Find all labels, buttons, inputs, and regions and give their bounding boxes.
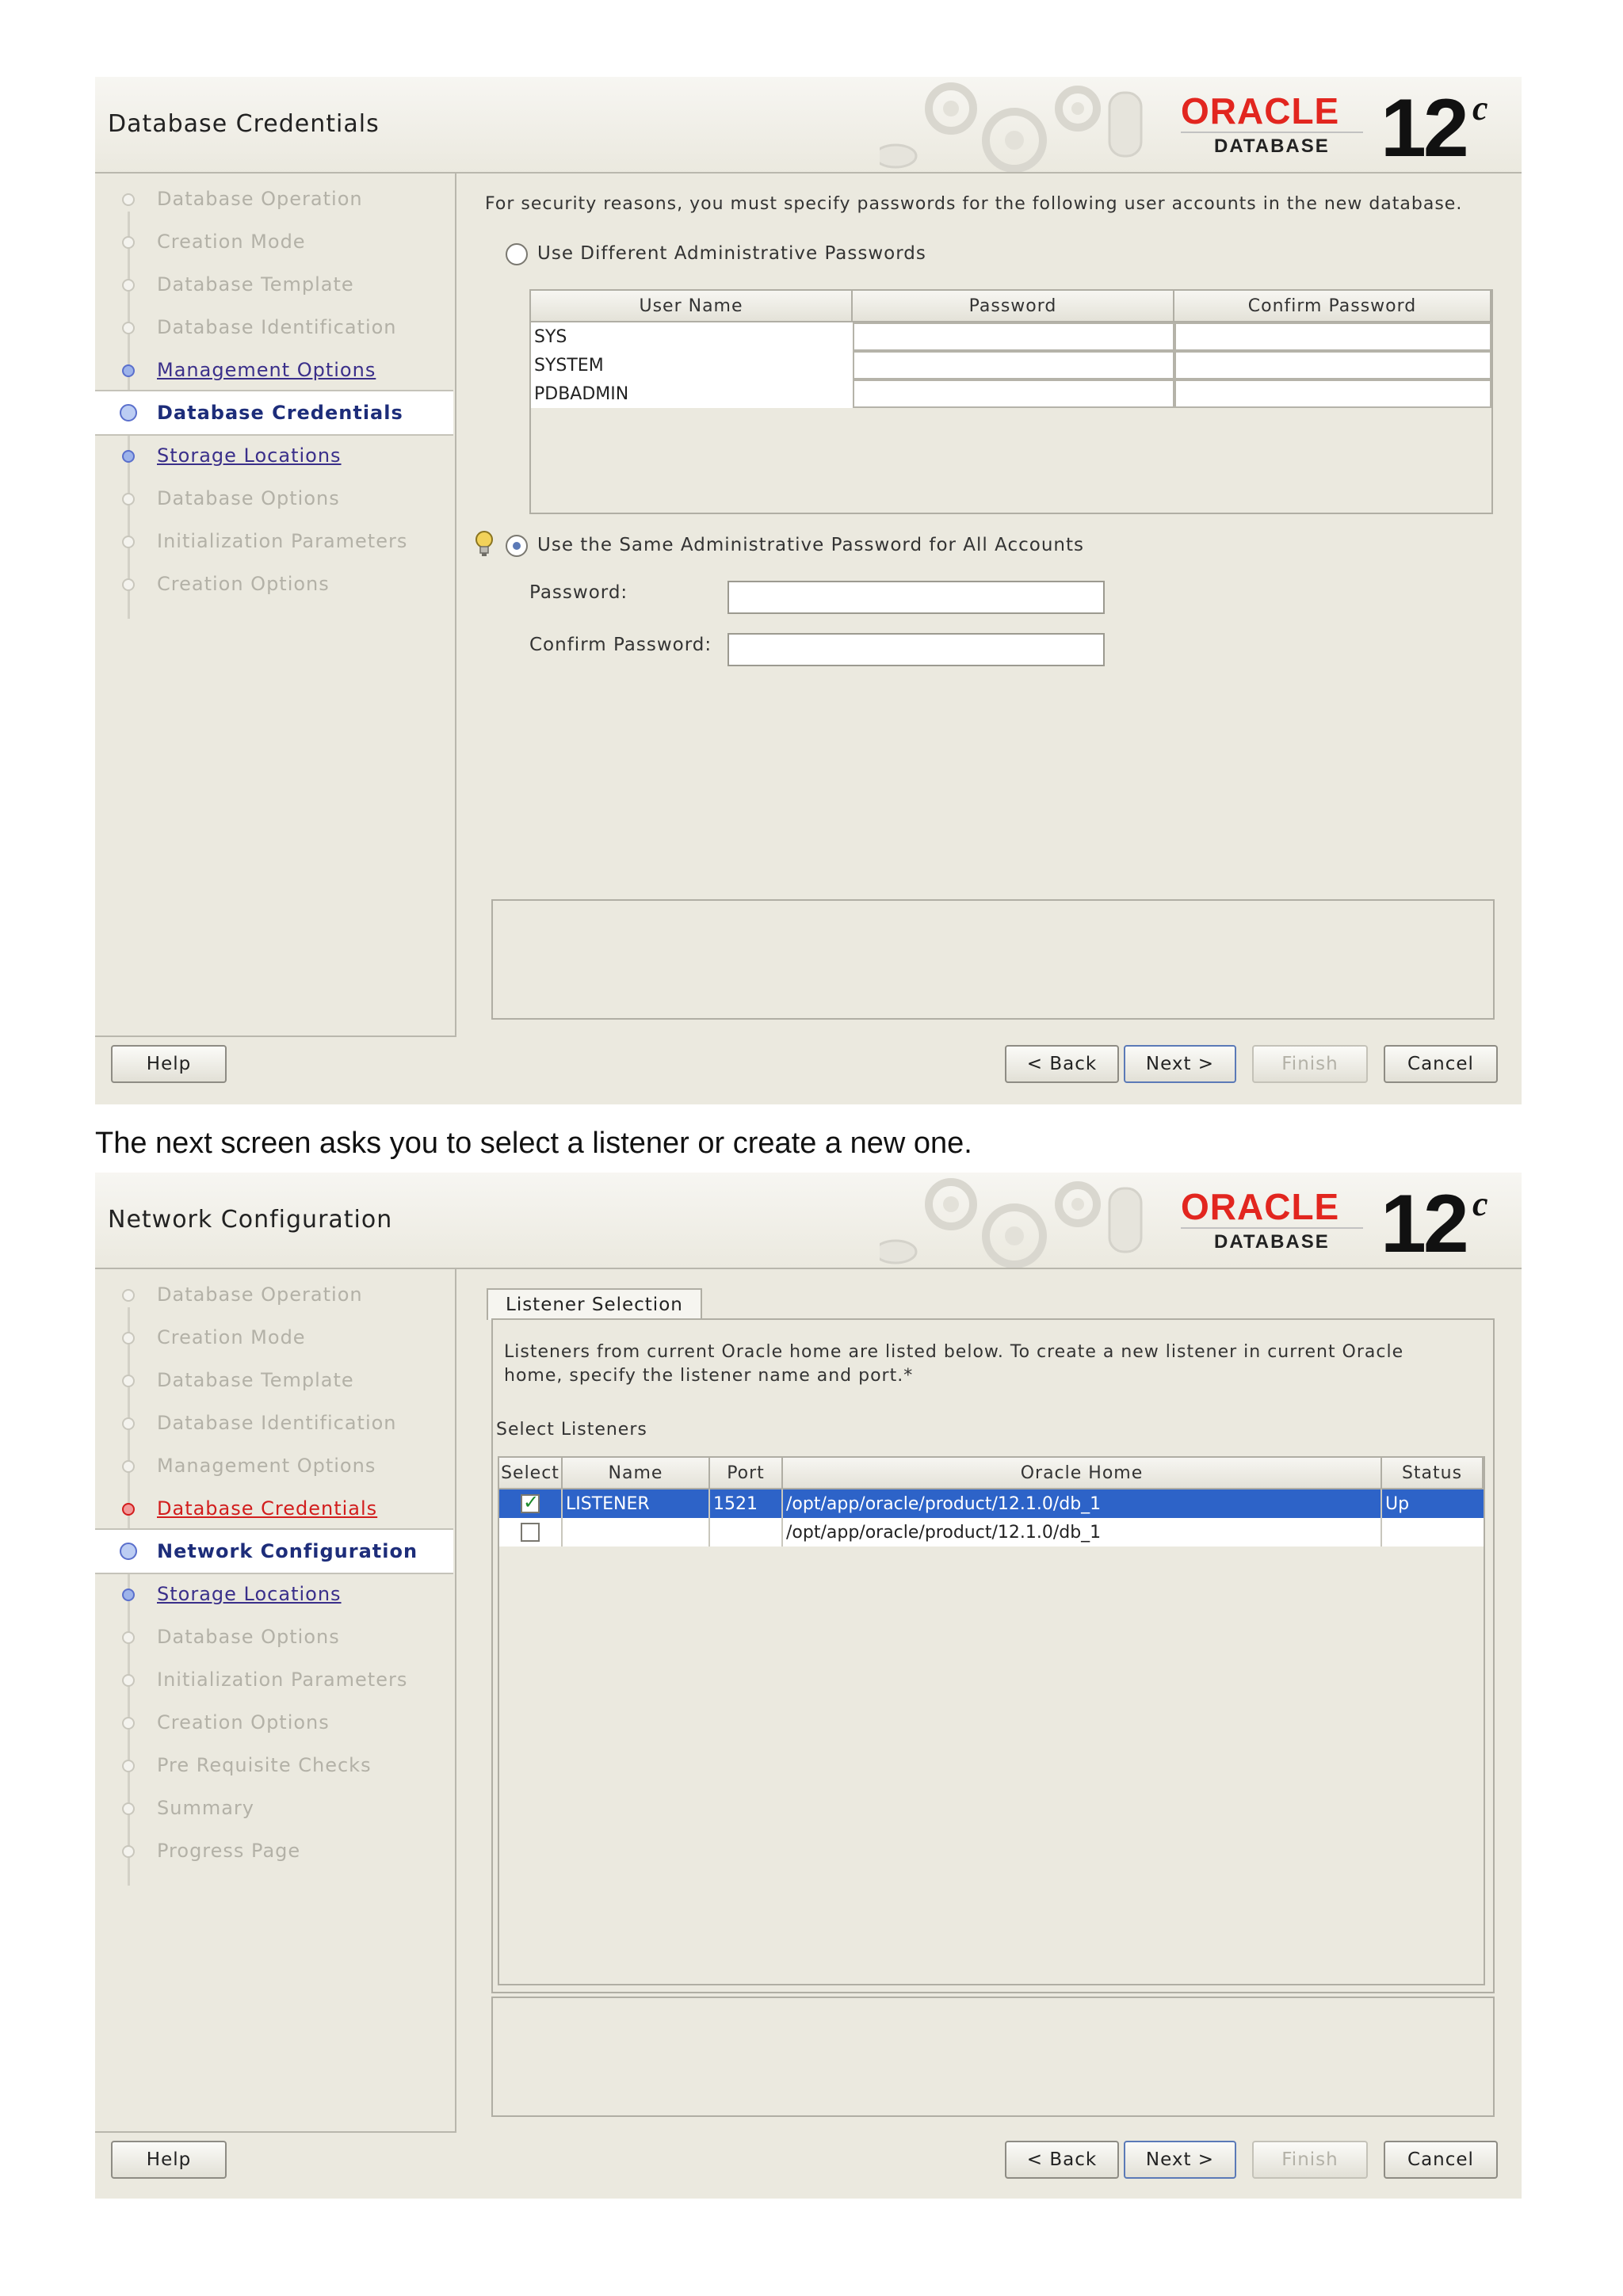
- page-title: Database Credentials: [108, 110, 380, 138]
- database-credentials-window: [95, 77, 1522, 1104]
- step-pre-requisite-checks: Pre Requisite Checks: [95, 1744, 453, 1787]
- listener-status-cell: Up: [1382, 1489, 1484, 1518]
- column-header-select[interactable]: Select: [499, 1458, 563, 1489]
- step-database-credentials[interactable]: Database Credentials: [95, 1487, 453, 1530]
- column-header-name[interactable]: Name: [563, 1458, 710, 1489]
- different-passwords-radio[interactable]: [506, 243, 528, 265]
- lightbulb-hint-icon: [474, 530, 495, 559]
- cancel-button[interactable]: Cancel: [1384, 1045, 1498, 1083]
- gears-decoration-icon: [880, 77, 1228, 172]
- back-button[interactable]: < Back: [1005, 2141, 1119, 2179]
- step-initialization-parameters: Initialization Parameters: [95, 1658, 453, 1701]
- listener-name-cell[interactable]: [563, 1518, 710, 1547]
- finish-button[interactable]: Finish: [1252, 1045, 1368, 1083]
- step-current-icon: [120, 404, 137, 421]
- listener-port-cell: 1521: [710, 1489, 783, 1518]
- step-progress-page: Progress Page: [95, 1829, 453, 1872]
- table-row: [531, 379, 1491, 408]
- cancel-button[interactable]: Cancel: [1384, 2141, 1498, 2179]
- confirm-password-cell[interactable]: [1174, 351, 1491, 379]
- next-button[interactable]: Next >: [1124, 1045, 1236, 1083]
- step-database-template: Database Template: [95, 263, 453, 306]
- oracle-logo: ORACLE DATABASE 12 c: [1181, 1178, 1488, 1270]
- message-area: [491, 899, 1495, 1020]
- gears-decoration-icon: [880, 1173, 1228, 1268]
- listener-status-cell: [1382, 1518, 1484, 1547]
- step-marker-icon: [122, 1417, 135, 1430]
- column-header-oracle-home[interactable]: Oracle Home: [783, 1458, 1382, 1489]
- step-marker-icon: [122, 1674, 135, 1687]
- step-creation-mode: Creation Mode: [95, 1316, 453, 1359]
- user-name-cell: PDBADMIN: [531, 379, 853, 408]
- confirm-password-input[interactable]: [727, 633, 1105, 666]
- step-marker-icon: [122, 450, 135, 463]
- column-header-confirm-password[interactable]: Confirm Password: [1174, 291, 1491, 322]
- table-row[interactable]: [499, 1518, 1484, 1547]
- step-database-identification: Database Identification: [95, 1402, 453, 1444]
- same-password-radio[interactable]: [506, 535, 528, 557]
- step-current-icon: [120, 1543, 137, 1560]
- step-marker-icon: [122, 1332, 135, 1344]
- caption-text: The next screen asks you to select a listener or create a new one.: [95, 1127, 972, 1160]
- step-management-options: Management Options: [95, 1444, 453, 1487]
- column-header-password[interactable]: Password: [853, 291, 1174, 322]
- step-marker-icon: [122, 236, 135, 249]
- confirm-password-cell[interactable]: [1174, 322, 1491, 351]
- step-database-credentials: Database Credentials: [95, 390, 453, 436]
- password-input[interactable]: [727, 581, 1105, 614]
- wizard-steps-sidebar: [95, 174, 456, 1037]
- finish-button[interactable]: Finish: [1252, 2141, 1368, 2179]
- step-database-operation: Database Operation: [95, 1273, 453, 1316]
- table-row: [531, 351, 1491, 379]
- column-header-port[interactable]: Port: [710, 1458, 783, 1489]
- step-database-options: Database Options: [95, 1615, 453, 1658]
- listener-description-line1: Listeners from current Oracle home are listed below. To create a new listener in current Oracle: [504, 1342, 1404, 1362]
- listener-port-cell[interactable]: [710, 1518, 783, 1547]
- column-header-user-name[interactable]: User Name: [531, 291, 853, 322]
- tab-listener-selection[interactable]: Listener Selection: [487, 1288, 702, 1320]
- wizard-header: [95, 1173, 1522, 1269]
- step-marker-icon: [122, 578, 135, 591]
- step-initialization-parameters: Initialization Parameters: [95, 520, 453, 563]
- step-marker-icon: [122, 1760, 135, 1772]
- user-name-cell: SYS: [531, 322, 853, 351]
- user-password-table: [529, 289, 1493, 514]
- step-creation-options: Creation Options: [95, 563, 453, 605]
- step-marker-icon: [122, 536, 135, 548]
- step-database-operation: Database Operation: [95, 177, 453, 220]
- user-name-cell: SYSTEM: [531, 351, 853, 379]
- listeners-table: [498, 1456, 1485, 1985]
- step-marker-icon: [122, 279, 135, 292]
- step-storage-locations[interactable]: Storage Locations: [95, 1573, 453, 1615]
- table-row[interactable]: [499, 1489, 1484, 1518]
- step-creation-options: Creation Options: [95, 1701, 453, 1744]
- back-button[interactable]: < Back: [1005, 1045, 1119, 1083]
- select-listeners-label: Select Listeners: [496, 1420, 647, 1440]
- listener-description-line2: home, specify the listener name and port.*: [504, 1366, 914, 1386]
- step-marker-icon: [122, 1631, 135, 1644]
- help-button[interactable]: Help: [111, 2141, 227, 2179]
- listener-home-cell: /opt/app/oracle/product/12.1.0/db_1: [783, 1489, 1382, 1518]
- help-button[interactable]: Help: [111, 1045, 227, 1083]
- step-marker-icon: [122, 1460, 135, 1473]
- oracle-logo: ORACLE DATABASE 12 c: [1181, 82, 1488, 174]
- security-intro-text: For security reasons, you must specify passwords for the following user accounts in the new database.: [485, 194, 1463, 214]
- step-database-options: Database Options: [95, 477, 453, 520]
- password-cell[interactable]: [853, 351, 1174, 379]
- table-row: [531, 322, 1491, 351]
- column-header-status[interactable]: Status: [1382, 1458, 1484, 1489]
- network-configuration-window: [95, 1173, 1522, 2199]
- listener-select-checkbox[interactable]: [521, 1523, 540, 1542]
- confirm-password-label: Confirm Password:: [529, 635, 712, 655]
- step-marker-icon: [122, 1289, 135, 1302]
- listener-select-checkbox[interactable]: [521, 1494, 540, 1513]
- step-marker-icon: [122, 1845, 135, 1858]
- wizard-header: [95, 77, 1522, 174]
- step-marker-icon: [122, 1717, 135, 1730]
- step-database-identification: Database Identification: [95, 306, 453, 349]
- step-summary: Summary: [95, 1787, 453, 1829]
- step-marker-icon: [122, 493, 135, 505]
- different-passwords-label[interactable]: Use Different Administrative Passwords: [537, 243, 926, 264]
- step-storage-locations[interactable]: Storage Locations: [95, 434, 453, 477]
- password-cell[interactable]: [853, 379, 1174, 408]
- message-area: [491, 1997, 1495, 2117]
- step-database-template: Database Template: [95, 1359, 453, 1402]
- step-marker-icon: [122, 1375, 135, 1387]
- step-marker-icon: [122, 364, 135, 377]
- password-label: Password:: [529, 582, 628, 603]
- next-button[interactable]: Next >: [1124, 2141, 1236, 2179]
- same-password-label[interactable]: Use the Same Administrative Password for All Accounts: [537, 535, 1084, 555]
- step-marker-icon: [122, 1802, 135, 1815]
- listener-home-cell: /opt/app/oracle/product/12.1.0/db_1: [783, 1518, 1382, 1547]
- page-title: Network Configuration: [108, 1206, 393, 1234]
- step-marker-icon: [122, 322, 135, 334]
- password-cell[interactable]: [853, 322, 1174, 351]
- step-error-icon: [122, 1503, 135, 1516]
- listener-name-cell: LISTENER: [563, 1489, 710, 1518]
- step-marker-icon: [122, 193, 135, 206]
- step-management-options[interactable]: Management Options: [95, 349, 453, 391]
- step-marker-icon: [122, 1589, 135, 1601]
- wizard-steps-sidebar: [95, 1269, 456, 2133]
- step-creation-mode: Creation Mode: [95, 220, 453, 263]
- confirm-password-cell[interactable]: [1174, 379, 1491, 408]
- step-network-configuration: Network Configuration: [95, 1528, 453, 1574]
